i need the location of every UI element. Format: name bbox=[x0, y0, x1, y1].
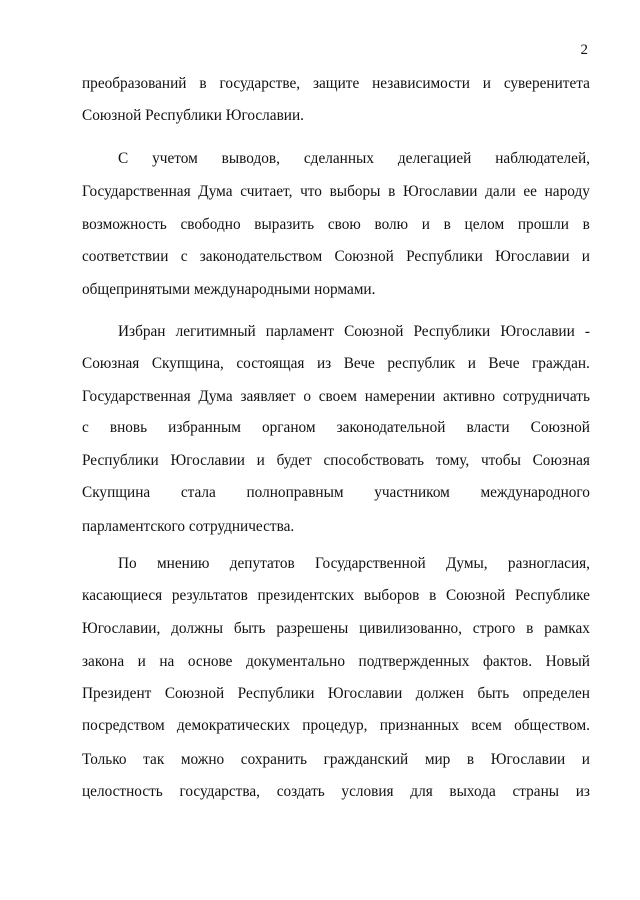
text-line bbox=[82, 215, 590, 235]
text-line bbox=[82, 716, 590, 736]
word: состоящая bbox=[236, 355, 305, 372]
word: президентских bbox=[257, 587, 355, 604]
word: в bbox=[388, 183, 396, 200]
word: процедур, bbox=[302, 717, 368, 734]
word: волю bbox=[374, 216, 409, 233]
page-number: 2 bbox=[580, 42, 588, 58]
text-line bbox=[82, 451, 590, 471]
word: мир bbox=[424, 751, 451, 768]
word: делегацией bbox=[397, 150, 472, 167]
word: ее bbox=[523, 183, 537, 200]
word: быть bbox=[477, 685, 510, 702]
word: Республики bbox=[413, 323, 491, 340]
word: законодательством bbox=[199, 248, 323, 265]
word: Новый bbox=[545, 653, 590, 670]
word: Союзной bbox=[334, 248, 394, 265]
word: что bbox=[300, 183, 322, 200]
word: парламент bbox=[265, 323, 334, 340]
word: заявляет bbox=[240, 388, 296, 405]
word: должны bbox=[171, 620, 223, 637]
word: демократических bbox=[176, 717, 291, 734]
word: избранным bbox=[168, 419, 241, 436]
word: с bbox=[180, 248, 188, 265]
word: посредством bbox=[82, 717, 165, 734]
text-line: Союзной Республики Югославии. bbox=[82, 107, 305, 124]
word: основе bbox=[187, 653, 233, 670]
word: По bbox=[118, 555, 137, 572]
word: разрешены bbox=[276, 620, 349, 637]
word: Союзной bbox=[530, 419, 590, 436]
word: целостность bbox=[82, 783, 163, 800]
word: Республики bbox=[237, 685, 315, 702]
word: быть bbox=[233, 620, 266, 637]
word: в bbox=[429, 587, 437, 604]
word: международного bbox=[480, 484, 590, 501]
word: подтвержденных bbox=[358, 653, 470, 670]
word: выхода bbox=[449, 783, 496, 800]
word: гражданский bbox=[323, 751, 409, 768]
word: депутатов bbox=[229, 555, 295, 572]
word: из bbox=[575, 783, 590, 800]
word: о bbox=[303, 388, 311, 405]
word: фактов. bbox=[482, 653, 533, 670]
word: признанных bbox=[379, 717, 460, 734]
word: полноправным bbox=[246, 484, 344, 501]
word: независимости bbox=[372, 75, 470, 92]
word: Югославии bbox=[490, 751, 566, 768]
word: активно bbox=[443, 388, 495, 405]
word: Скупщина bbox=[82, 484, 151, 501]
word: выразить bbox=[254, 216, 315, 233]
word: С bbox=[118, 150, 129, 167]
word: документально bbox=[246, 653, 345, 670]
word: с bbox=[82, 419, 89, 436]
word: возможность bbox=[82, 216, 167, 233]
word: преобразований bbox=[82, 75, 187, 92]
word: Югославии bbox=[403, 183, 478, 200]
word: органом bbox=[261, 419, 316, 436]
word: Дума bbox=[198, 388, 233, 405]
word: Вече bbox=[488, 355, 520, 372]
word: - bbox=[584, 323, 590, 340]
word: выборы bbox=[329, 183, 381, 200]
word: страны bbox=[512, 783, 560, 800]
word: наблюдателей, bbox=[495, 150, 590, 167]
word: можно bbox=[180, 751, 225, 768]
word: выборов bbox=[363, 587, 420, 604]
text-line bbox=[82, 782, 590, 802]
word: и bbox=[482, 75, 491, 92]
word: Государственной bbox=[315, 555, 426, 572]
word: прошли bbox=[517, 216, 569, 233]
word: Скупщина, bbox=[151, 355, 224, 372]
word: граждан. bbox=[532, 355, 590, 372]
word: результатов bbox=[171, 587, 248, 604]
text-line bbox=[82, 619, 590, 639]
word: так bbox=[143, 751, 165, 768]
word: Югославии bbox=[170, 452, 245, 469]
word: выводов, bbox=[221, 150, 280, 167]
word: Югославии, bbox=[82, 620, 161, 637]
word: законодательной bbox=[336, 419, 446, 436]
word: власти bbox=[466, 419, 510, 436]
text-line bbox=[118, 322, 590, 342]
word: разногласия, bbox=[507, 555, 590, 572]
word: Президент bbox=[82, 685, 152, 702]
word: Республики bbox=[406, 248, 483, 265]
word: сотрудничать bbox=[502, 388, 590, 405]
word: Дума bbox=[198, 183, 233, 200]
word: закона bbox=[82, 653, 125, 670]
word: государства, bbox=[179, 783, 260, 800]
word: Республике bbox=[515, 587, 590, 604]
word: Югославии bbox=[500, 323, 575, 340]
word: Думы, bbox=[445, 555, 488, 572]
word: и bbox=[137, 653, 146, 670]
word: Союзной bbox=[344, 323, 404, 340]
word: соответствии bbox=[82, 248, 169, 265]
word: и bbox=[421, 216, 430, 233]
word: свободно bbox=[180, 216, 241, 233]
word: определен bbox=[522, 685, 590, 702]
word: всем bbox=[471, 717, 502, 734]
word: цивилизованно, bbox=[359, 620, 462, 637]
word: из bbox=[316, 355, 332, 372]
word: участником bbox=[374, 484, 450, 501]
word: и bbox=[256, 452, 265, 469]
word: Югославии bbox=[327, 685, 403, 702]
word: Союзной bbox=[164, 685, 225, 702]
word: будет bbox=[276, 452, 312, 469]
text-line bbox=[118, 554, 590, 574]
word: и bbox=[581, 248, 590, 265]
word: условия bbox=[341, 783, 394, 800]
word: государстве, bbox=[219, 75, 301, 92]
text-line: общепринятыми международными нормами. bbox=[82, 281, 376, 298]
word: в bbox=[199, 75, 207, 92]
text-line bbox=[82, 354, 590, 374]
word: и bbox=[467, 355, 476, 372]
word: Избран bbox=[118, 323, 166, 340]
word: Союзная bbox=[82, 355, 140, 372]
word: Союзной bbox=[445, 587, 506, 604]
word: мнению bbox=[156, 555, 210, 572]
word: в bbox=[526, 620, 534, 637]
word: вновь bbox=[109, 419, 148, 436]
text-line bbox=[82, 750, 590, 770]
word: Вече bbox=[343, 355, 375, 372]
word: свою bbox=[327, 216, 361, 233]
word: защите bbox=[312, 75, 360, 92]
word: строго bbox=[472, 620, 516, 637]
word: тому, bbox=[435, 452, 470, 469]
word: дали bbox=[485, 183, 516, 200]
text-line bbox=[82, 418, 590, 438]
word: создать bbox=[276, 783, 325, 800]
text-line bbox=[82, 74, 590, 94]
text-line bbox=[82, 586, 590, 606]
word: сохранить bbox=[240, 751, 307, 768]
text-line bbox=[82, 652, 590, 672]
word: сделанных bbox=[303, 150, 374, 167]
text-line bbox=[82, 247, 590, 267]
word: суверенитета bbox=[503, 75, 590, 92]
word: в bbox=[443, 216, 451, 233]
word: Союзная bbox=[532, 452, 590, 469]
text-line bbox=[82, 684, 590, 704]
word: чтобы bbox=[480, 452, 521, 469]
text-line bbox=[82, 483, 590, 503]
word: касающиеся bbox=[82, 587, 163, 604]
word: на bbox=[159, 653, 175, 670]
word: Государственная bbox=[82, 388, 191, 405]
word: в bbox=[582, 216, 590, 233]
word: республик bbox=[387, 355, 456, 372]
word: для bbox=[410, 783, 433, 800]
word: стала bbox=[180, 484, 216, 501]
text-line bbox=[82, 387, 590, 407]
word: Югославии bbox=[495, 248, 570, 265]
word: намерении bbox=[364, 388, 436, 405]
word: рамках bbox=[544, 620, 590, 637]
word: должен bbox=[415, 685, 464, 702]
word: Только bbox=[82, 751, 127, 768]
word: учетом bbox=[152, 150, 198, 167]
word: считает, bbox=[240, 183, 293, 200]
word: способствовать bbox=[323, 452, 425, 469]
word: Государственная bbox=[82, 183, 191, 200]
text-line bbox=[118, 149, 590, 169]
word: и bbox=[581, 751, 590, 768]
word: легитимный bbox=[175, 323, 256, 340]
word: обществом. bbox=[514, 717, 590, 734]
text-line bbox=[82, 182, 590, 202]
word: в bbox=[466, 751, 475, 768]
text-line: парламентского сотрудничества. bbox=[82, 518, 295, 535]
word: народу bbox=[544, 183, 590, 200]
word: целом bbox=[464, 216, 505, 233]
word: Республики bbox=[82, 452, 159, 469]
word: своем bbox=[318, 388, 357, 405]
